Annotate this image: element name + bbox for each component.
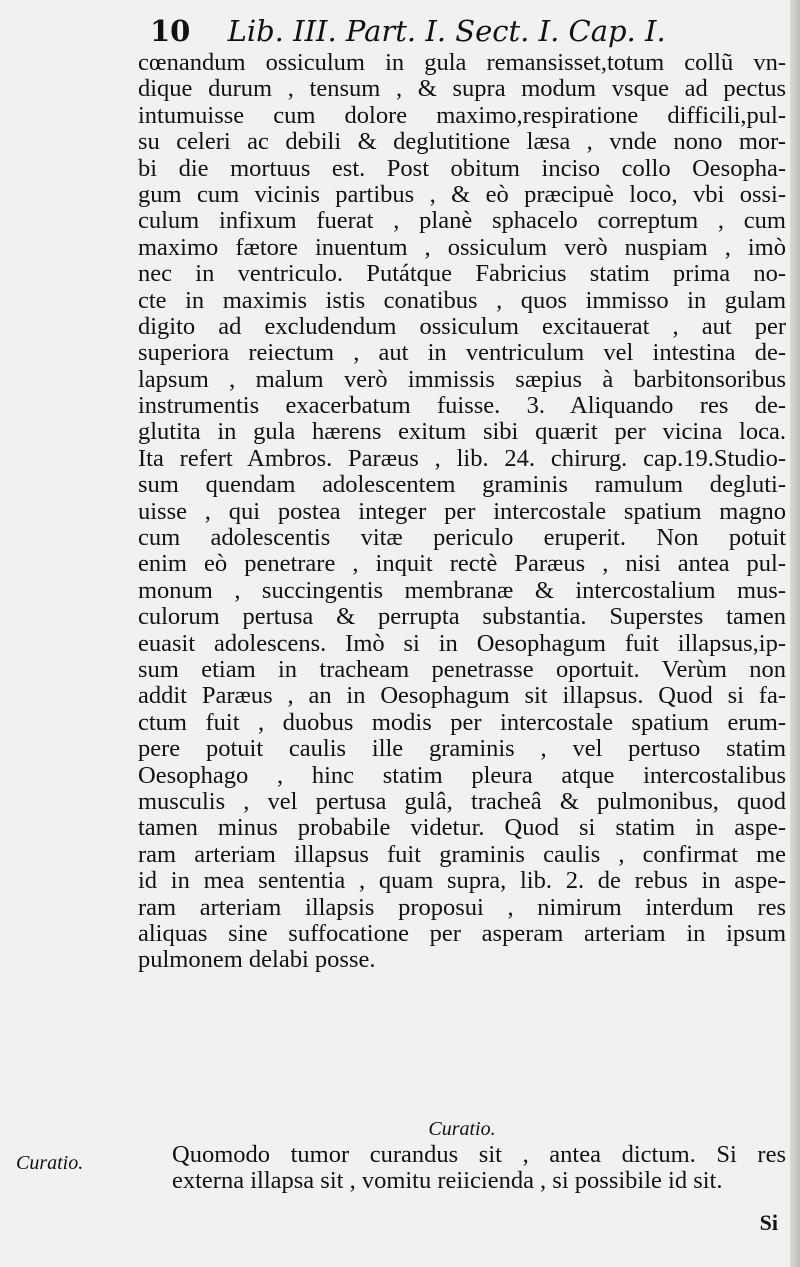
text-line: sum etiam in tracheam penetrasse oportuit. Verùm non (138, 656, 786, 683)
catchword: Si (759, 1210, 778, 1235)
text-line: monum , succingentis membranæ & intercostalium mus- (138, 577, 786, 604)
text-line: cte in maximis istis conatibus , quos immisso in gulam (138, 287, 786, 314)
text-line: glutita in gula hærens exitum sibi quærit per vicina loca. (138, 419, 786, 446)
text-line: bi die mortuus est. Post obitum inciso collo Oesopha- (138, 155, 786, 182)
text-line: enim eò penetrare , inquit rectè Paræus , nisi antea pul- (138, 551, 786, 578)
running-header (150, 14, 790, 48)
main-text-block (138, 50, 786, 974)
text-line: pere potuit caulis ille graminis , vel pertuso statim (138, 736, 786, 763)
text-line: ram arteriam illapsus fuit graminis caulis , confirmat me (138, 841, 786, 868)
text-line: Ita refert Ambros. Paræus , lib. 24. chirurg. cap.19.Studio- (138, 445, 786, 472)
text-line: culorum pertusa & perrupta substantia. Superstes tamen (138, 604, 786, 631)
text-line: intumuisse cum dolore maximo,respiratione difficili,pul- (138, 102, 786, 129)
text-line: aliquas sine suffocatione per asperam arteriam in ipsum (138, 920, 786, 947)
text-line: dique durum , tensum , & supra modum vsque ad pectus (138, 76, 786, 103)
text-line: gum cum vicinis partibus , & eò præcipuè loco, vbi ossi- (138, 181, 786, 208)
text-line: Oesophago , hinc statim pleura atque intercostalibus (138, 762, 786, 789)
page-number: 10 (150, 14, 191, 48)
text-line: externa illapsa sit , vomitu reiicienda , si possibile id sit. (172, 1168, 723, 1195)
text-line: cœnandum ossiculum in gula remansisset,totum collũ vn- (138, 50, 786, 76)
curatio-text-block (172, 1142, 786, 1195)
text-line: ctum fuit , duobus modis per intercostale spatium erum- (138, 709, 786, 736)
text-line: Quomodo tumor curandus sit , antea dictum. Si res (172, 1142, 786, 1168)
text-line: superiora reiectum , aut in ventriculum vel intestina de- (138, 340, 786, 367)
text-line: addit Paræus , an in Oesophagum sit illapsus. Quod si fa- (138, 683, 786, 710)
section-heading: Curatio. (428, 1118, 496, 1140)
text-line: lapsum , malum verò immissis sæpius à barbitonsoribus (138, 366, 786, 393)
text-line: culum infixum fuerat , planè sphacelo correptum , cum (138, 208, 786, 235)
text-line: maximo fætore inuentum , ossiculum verò nuspiam , imò (138, 234, 786, 261)
text-line: instrumentis exacerbatum fuisse. 3. Aliquando res de- (138, 393, 786, 420)
text-line: musculis , vel pertusa gulâ, tracheâ & pulmonibus, quod (138, 788, 786, 815)
text-line: euasit adolescens. Imò si in Oesophagum fuit illapsus,ip- (138, 630, 786, 657)
text-line: nec in ventriculo. Putátque Fabricius statim prima no- (138, 261, 786, 288)
margin-note: Curatio. (16, 1152, 84, 1174)
running-title: Lib. III. Part. I. Sect. I. Cap. I. (227, 14, 666, 48)
text-line: id in mea sententia , quam supra, lib. 2. de rebus in aspe- (138, 868, 786, 895)
text-line: su celeri ac debili & deglutitione læsa , vnde nono mor- (138, 129, 786, 156)
text-line: digito ad excludendum ossiculum excitauerat , aut per (138, 313, 786, 340)
text-line: uisse , qui postea integer per intercostale spatium magno (138, 498, 786, 525)
text-line: sum quendam adolescentem graminis ramulum degluti- (138, 472, 786, 499)
page-gutter-shadow (790, 0, 800, 1267)
text-line: pulmonem delabi posse. (138, 947, 376, 974)
text-line: tamen minus probabile videtur. Quod si statim in aspe- (138, 815, 786, 842)
text-line: cum adolescentis vitæ periculo eruperit. Non potuit (138, 525, 786, 552)
text-line: ram arteriam illapsis proposui , nimirum interdum res (138, 894, 786, 921)
